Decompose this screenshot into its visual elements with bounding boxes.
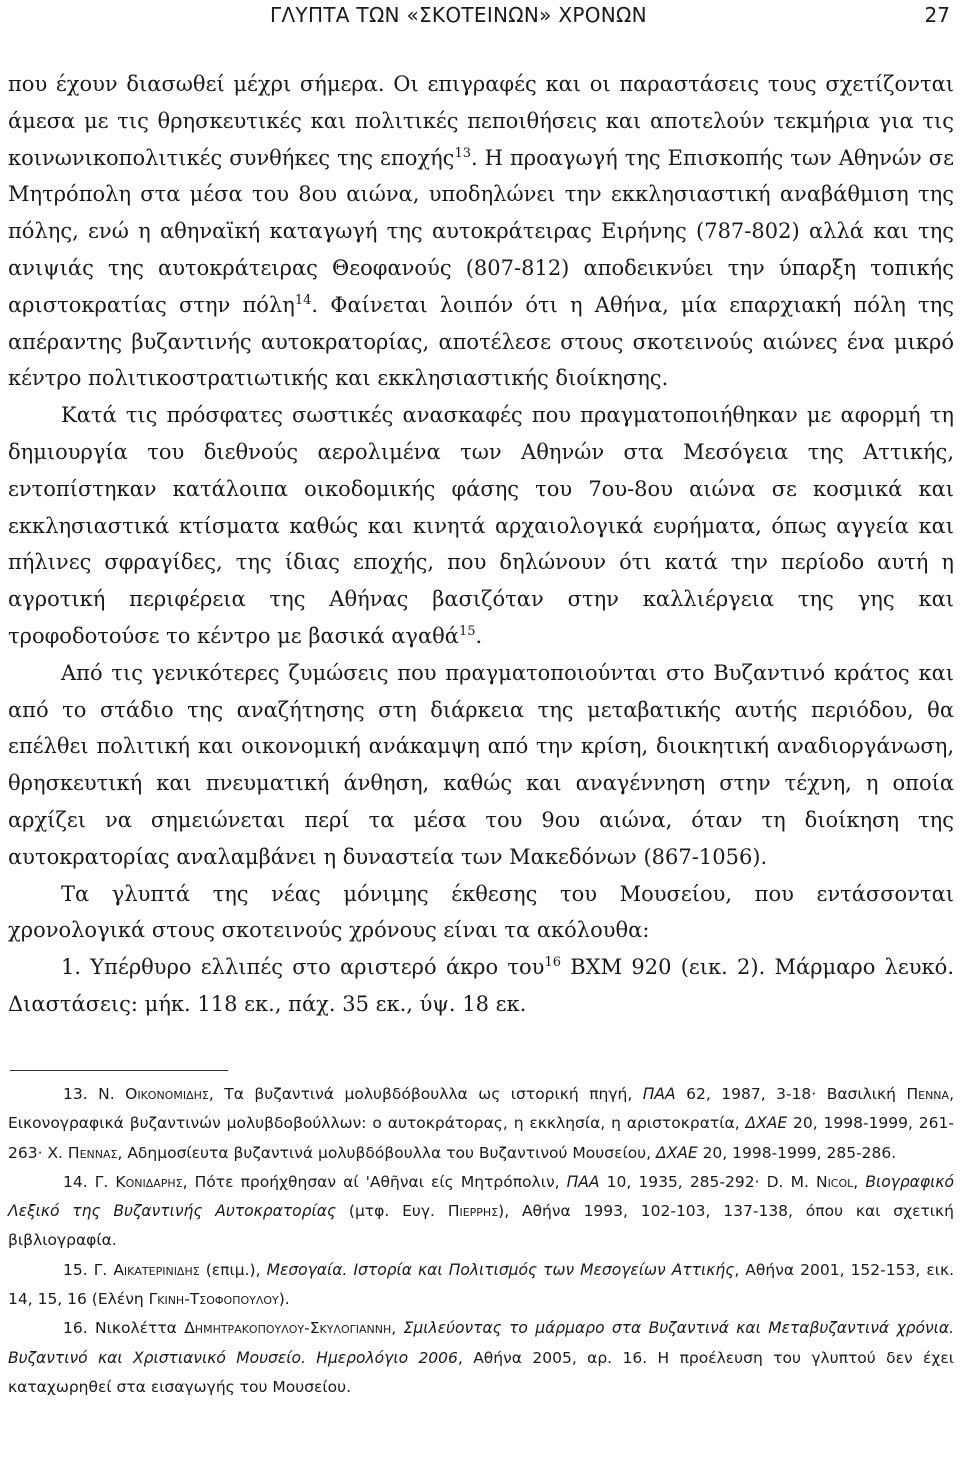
running-title: ΓΛΥΠΤΑ ΤΩΝ «ΣΚΟΤΕΙΝΩΝ» ΧΡΟΝΩΝ [270,3,647,27]
fn-text: , Αθήνα 2005, αρ. 16. Η προέλευση του γλυπτού δεν έχει καταχωρηθεί στα εισαγωγής του Μουσείου. [8,1348,954,1396]
page-number: 27 [924,3,950,27]
fn-journal: ΠΑΑ [566,1172,600,1191]
fn-text: 10, 1935, 285-292· D. M. [599,1172,816,1191]
paragraph-text: Κατά τις πρόσφατες σωστικές ανασκαφές που πραγματοποιήθηκαν με αφορμή τη δημιουργία του διεθνούς αερολιμένα των Αθηνών στα Μεσόγεια της Αττικής, εντοπίστηκαν κατάλοιπα οικοδομικής φάσης του 7ου-8ου αιώνα σε κοσμικά και εκκλησιαστικά κτίσματα καθώς και κινητά αρχαιολογικά ευρήματα, όπως αγγεία και πήλινες σφραγίδες, της ίδιας εποχής, που δηλώνουν ότι κατά την περίοδο αυτή η αγροτική περιφέρεια της Αθήνας βασιζόταν στην καλλιέργεια της γης και τροφοδοτούσε το κέντρο με βασικά αγαθά [8,403,954,648]
footnote-ref-16: 16 [544,955,561,971]
fn-text: 62, 1987, 3-18· Βασιλική [675,1085,907,1103]
fn-text: , Αθήνα 2001, 152-153, εικ. 14, 15, 16 (Ελένη [8,1260,955,1309]
fn-text: , [391,1319,404,1338]
paragraph-text: . [475,623,483,648]
fn-text: ). [278,1290,290,1309]
fn-journal: ΔΧΑΕ [745,1114,788,1133]
fn-book-title: Βιογραφικό Λεξικό της Βυζαντινής Αυτοκρατορίας [8,1172,954,1221]
fn-text: 16. Νικολέττα [63,1319,185,1338]
list-item-1 [8,949,954,1023]
page-header [0,0,960,40]
fn-author: Οικονομιδης [125,1085,209,1103]
footnote-ref-15: 15 [458,623,476,639]
footnote-16 [8,1314,954,1402]
fn-text: (επιμ.), [199,1260,267,1279]
fn-text: ), Αθήνα 1993, 102-103, 137-138, όπου και σχετική βιβλιογραφία. [8,1202,954,1250]
footnote-15 [8,1256,954,1315]
list-item-text: ΒΧΜ 920 (εικ. 2). Μάρμαρο λευκό. Διαστάσεις: μήκ. 118 εκ., πάχ. 35 εκ., ύψ. 18 εκ. [8,955,954,1016]
footnotes [8,1080,954,1402]
list-item-text: 1. Υπέρθυρο ελλιπές στο αριστερό άκρο του [61,955,545,980]
fn-text: , Τα βυζαντινά μολυβδόβουλλα ως ιστορική πηγή, [208,1085,643,1103]
fn-text: , Πότε προήχθησαν αί 'Αθῆναι είς Μητρόπολιν, [182,1172,567,1191]
fn-text: 13. Ν. [63,1085,126,1103]
fn-text: 20, 1998-1999, 261-263· Χ. [8,1114,954,1162]
paragraph-4: Τα γλυπτά της νέας μόνιμης έκθεσης του Μουσείου, που εντάσσονται χρονολογικά στους σκοτεινούς χρόνους είναι τα ακόλουθα: [8,881,954,943]
footnote-ref-13: 13 [454,145,471,161]
footnote-separator [10,1070,228,1071]
fn-journal: ΠΑΑ [642,1085,676,1103]
fn-text: 14. Γ. [63,1172,116,1191]
fn-author: Γκινη-Τσοφοπουλου [148,1290,279,1309]
paragraph-text: . Η προαγωγή της Επισκοπής των Αθηνών σε Μητρόπολη στα μέσα του 8ου αιώνα, υποδηλώνει την εκκλησιαστική αναβάθμιση της πόλης, ενώ η αθηναϊκή καταγωγή της αυτοκράτειρας Ειρήνης (787-802) αλλά και της ανιψιάς της αυτοκράτειρας Θεοφανούς (807-812) αποδεικνύει την ύπαρξη τοπικής αριστοκρατίας στην πόλη [8,145,954,317]
fn-author: Κονιδαρης [115,1172,183,1191]
fn-author: Αικατερινιδης [113,1260,200,1279]
footnote-ref-14: 14 [294,292,312,308]
fn-text: (μτφ. Ευγ. [336,1202,448,1221]
fn-author: Πεννας [67,1143,118,1162]
main-text [8,66,954,1023]
footnote-13 [8,1080,954,1168]
fn-author: Πεννα [906,1085,950,1103]
fn-text: 15. Γ. [63,1260,114,1279]
fn-journal: ΔΧΑΕ [656,1143,698,1162]
paragraph-text: . Φαίνεται λοιπόν ότι η Αθήνα, μία επαρχιακή πόλη της απέραντης βυζαντινής αυτοκρατορίας, αποτέλεσε στους σκοτεινούς αιώνες ένα μικρό κέντρο πολιτικοστρατιωτικής και εκκλησιαστικής διοίκησης. [8,292,954,391]
paragraph-1 [8,66,954,397]
fn-author: Nicol [815,1172,854,1191]
fn-text: , Αδημοσίευτα βυζαντινά μολυβδόβουλλα του Βυζαντινού Μουσείου, [117,1143,657,1162]
fn-author: Πιερρης [447,1202,499,1221]
fn-text: , Εικονογραφικά βυζαντινών μολυβδοβούλλων: ο αυτοκράτορας, η εκκλησία, η αριστοκρατία, [8,1085,954,1133]
paragraph-3: Από τις γενικότερες ζυμώσεις που πραγματοποιούνται στο Βυζαντινό κράτος και από το στάδιο της αναζήτησης στη διάρκεια της μεταβατικής αυτής περιόδου, θα επέλθει πολιτική και οικονομική ανάκαμψη από την κρίση, διοικητική αναδιοργάνωση, θρησκευτική και πνευματική άνθηση, καθώς και αναγέννηση στην τέχνη, η οποία αρχίζει να σημειώνεται περί τα μέσα του 9ου αιώνα, όταν τη διοίκηση της αυτοκρατορίας αναλαμβάνει η δυναστεία των Μακεδόνων (867-1056). [8,660,954,869]
fn-text: , [853,1172,866,1191]
footnote-14 [8,1168,954,1256]
paragraph-text: που έχουν διασωθεί μέχρι σήμερα. Οι επιγραφές και οι παραστάσεις τους σχετίζονται άμεσα με τις θρησκευτικές και πολιτικές πεποιθήσεις και αποτελούν τεκμήρια για τις κοινωνικοπολιτικές συνθήκες της εποχής [8,72,954,170]
fn-text: 20, 1998-1999, 285-286. [697,1143,897,1162]
paragraph-2 [8,397,954,655]
fn-book-title: Σμιλεύοντας το μάρμαρο στα Βυζαντινά και Μεταβυζαντινά χρόνια. Βυζαντινό και Χριστιανικό Μουσείο. Ημερολόγιο 2006 [8,1319,954,1367]
fn-book-title: Μεσογαία. Ιστορία και Πολιτισμός των Μεσογείων Αττικής [266,1260,735,1279]
fn-author: Δημητρακοπουλου-Σκυλογιαννη [184,1319,392,1338]
